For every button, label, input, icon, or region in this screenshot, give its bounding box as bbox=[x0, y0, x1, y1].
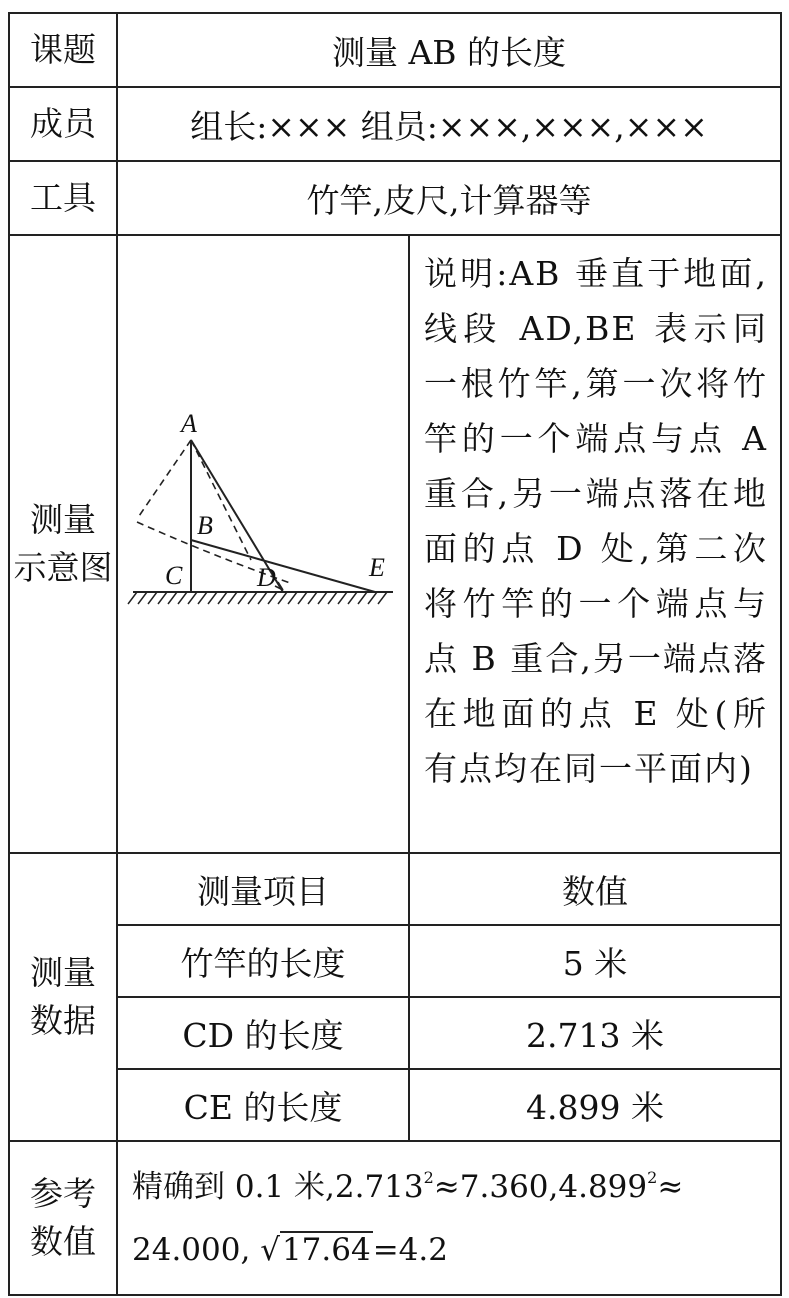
members-label: 成员 bbox=[9, 87, 117, 161]
reference-line1 bbox=[132, 1158, 770, 1221]
superscript-2: 2 bbox=[423, 1167, 434, 1187]
hatch-line bbox=[278, 592, 287, 604]
data-item: CE 的长度 bbox=[117, 1069, 409, 1141]
data-label-line2: 数据 bbox=[30, 1001, 96, 1040]
data-row bbox=[9, 1069, 781, 1141]
hatch-line bbox=[228, 592, 237, 604]
reference-text-b: ≈7.360,4.899 bbox=[433, 1168, 648, 1205]
diagram-row bbox=[9, 235, 781, 853]
topic-value: 测量 AB 的长度 bbox=[117, 13, 781, 87]
hatch-line bbox=[258, 592, 267, 604]
hatch-line bbox=[378, 592, 387, 604]
hatch-line bbox=[158, 592, 167, 604]
point-label-a: A bbox=[181, 409, 197, 438]
hatch-line bbox=[318, 592, 327, 604]
hatch-line bbox=[178, 592, 187, 604]
diagram-cell bbox=[117, 235, 409, 853]
topic-row bbox=[9, 13, 781, 87]
reference-line2 bbox=[132, 1221, 770, 1279]
data-value: 5 米 bbox=[409, 925, 781, 997]
tools-value: 竹竿,皮尺,计算器等 bbox=[117, 161, 781, 235]
data-item: CD 的长度 bbox=[117, 997, 409, 1069]
diagram-label bbox=[9, 235, 117, 853]
hatch-line bbox=[348, 592, 357, 604]
reference-text-d: 24.000, bbox=[132, 1231, 251, 1268]
diagram-label-line1: 测量 bbox=[30, 500, 96, 540]
hatch-line bbox=[268, 592, 277, 604]
sqrt-symbol: √ bbox=[260, 1231, 280, 1268]
hatch-line bbox=[148, 592, 157, 604]
point-label-d: D bbox=[257, 563, 276, 592]
data-row bbox=[9, 997, 781, 1069]
diagram-label-line2: 示意图 bbox=[13, 548, 113, 587]
data-label-line1: 测量 bbox=[30, 953, 96, 993]
hatch-line bbox=[328, 592, 337, 604]
data-value: 4.899 米 bbox=[409, 1069, 781, 1141]
hatch-line bbox=[208, 592, 217, 604]
hatch-line bbox=[138, 592, 147, 604]
data-header-row bbox=[9, 853, 781, 925]
superscript-2b: 2 bbox=[647, 1167, 658, 1187]
data-label bbox=[9, 853, 117, 1141]
data-header-value: 数值 bbox=[409, 853, 781, 925]
segment-be bbox=[191, 540, 375, 592]
hatch-line bbox=[238, 592, 247, 604]
schematic-diagram bbox=[123, 409, 403, 644]
data-row bbox=[9, 925, 781, 997]
reference-value bbox=[117, 1141, 781, 1295]
measurement-table bbox=[8, 12, 782, 1296]
hatch-line bbox=[198, 592, 207, 604]
reference-text-e: =4.2 bbox=[372, 1231, 448, 1268]
tools-row bbox=[9, 161, 781, 235]
reference-row bbox=[9, 1141, 781, 1295]
data-header-item: 测量项目 bbox=[117, 853, 409, 925]
hatch-line bbox=[248, 592, 257, 604]
diagram-description: 说明:AB 垂直于地面,线段 AD,BE 表示同一根竹竿,第一次将竹竿的一个端点与点 A 重合,另一端点落在地面的点 D 处,第二次将竹竿的一个端点与点 B 重合,另一端点落在地面的点 E 处(所有点均在同一平面内) bbox=[409, 235, 781, 853]
hatch-line bbox=[218, 592, 227, 604]
tools-label: 工具 bbox=[9, 161, 117, 235]
hatch-line bbox=[188, 592, 197, 604]
members-row bbox=[9, 87, 781, 161]
point-label-c: C bbox=[165, 561, 183, 590]
hatch-line bbox=[338, 592, 347, 604]
members-value: 组长:××× 组员:×××,×××,××× bbox=[117, 87, 781, 161]
hatch-line bbox=[128, 592, 137, 604]
dashed-arc-a bbox=[137, 440, 191, 519]
hatch-line bbox=[288, 592, 297, 604]
data-value: 2.713 米 bbox=[409, 997, 781, 1069]
point-label-e: E bbox=[369, 553, 385, 582]
ground-hatching bbox=[128, 592, 393, 604]
topic-label: 课题 bbox=[9, 13, 117, 87]
point-label-b: B bbox=[197, 511, 213, 540]
reference-label-line2: 数值 bbox=[30, 1222, 96, 1261]
sqrt-radicand: 17.64 bbox=[281, 1231, 371, 1268]
reference-text-a: 精确到 0.1 米,2.713 bbox=[132, 1168, 424, 1205]
hatch-line bbox=[368, 592, 377, 604]
reference-label-line1: 参考 bbox=[30, 1174, 96, 1214]
hatch-line bbox=[298, 592, 307, 604]
hatch-line bbox=[168, 592, 177, 604]
hatch-line bbox=[358, 592, 367, 604]
reference-text-c: ≈ bbox=[657, 1168, 684, 1205]
data-item: 竹竿的长度 bbox=[117, 925, 409, 997]
reference-label bbox=[9, 1141, 117, 1295]
hatch-line bbox=[308, 592, 317, 604]
